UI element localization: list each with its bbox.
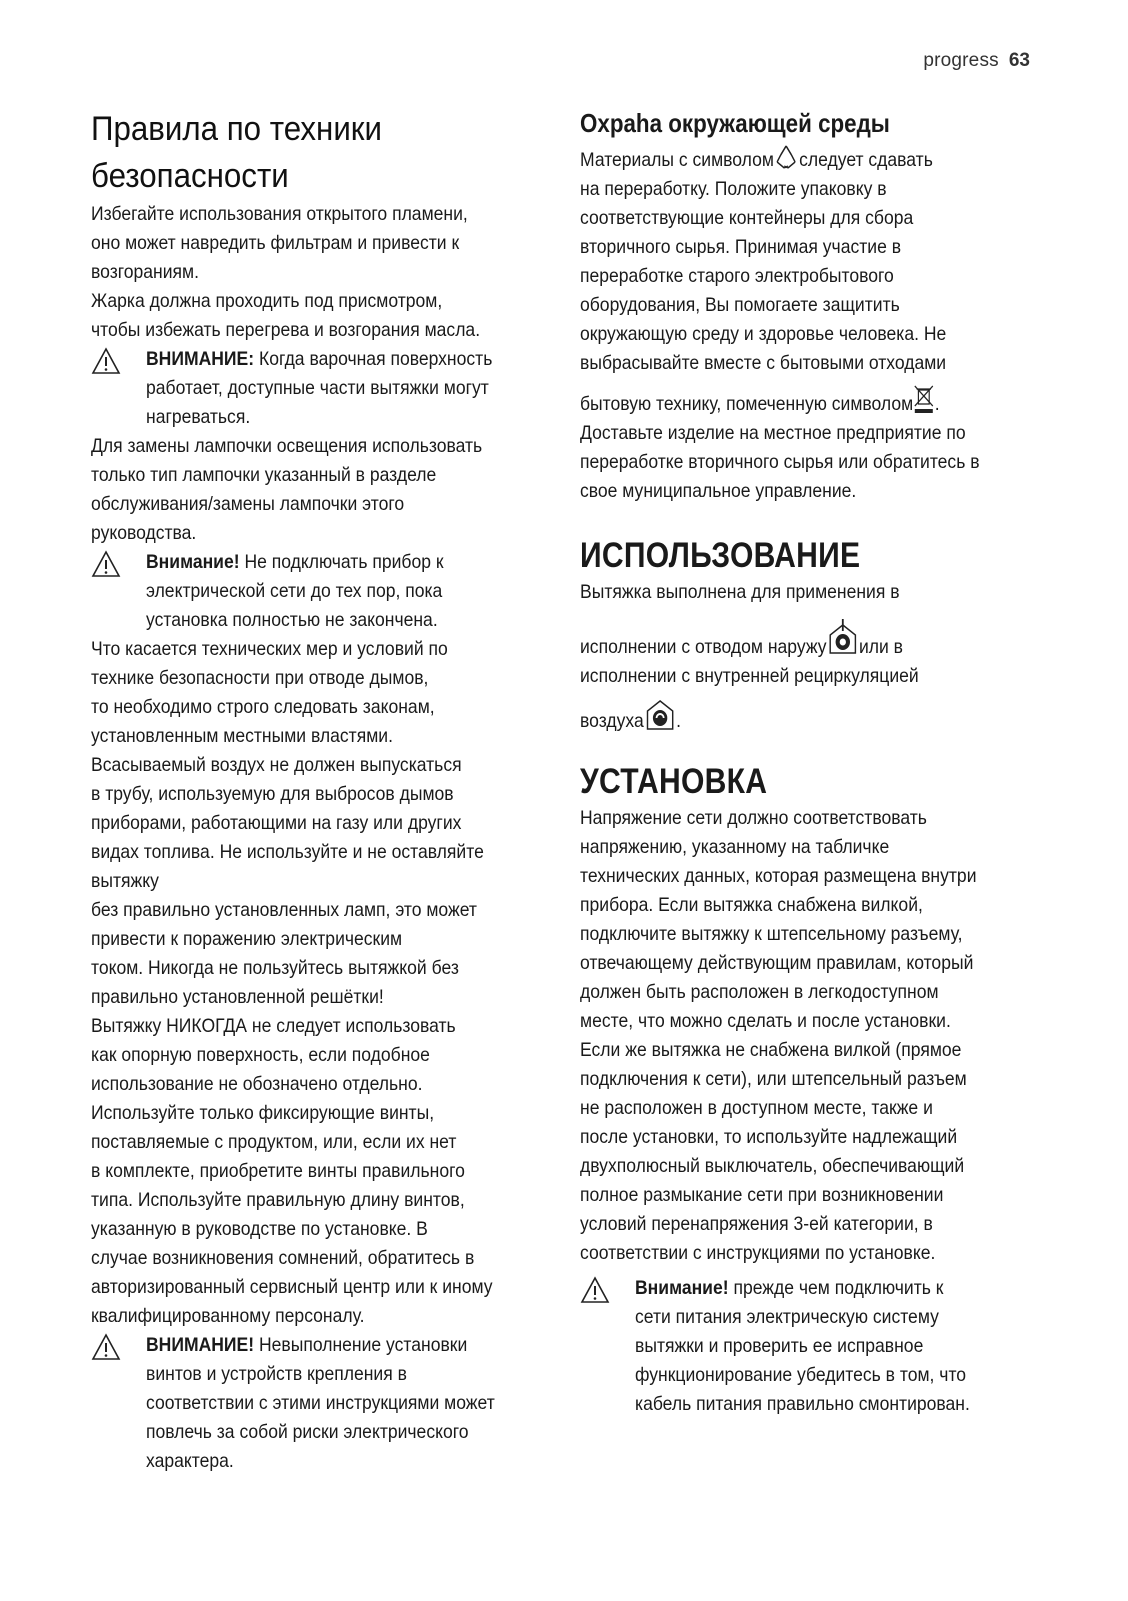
warning-triangle-icon <box>91 550 121 578</box>
text-line: правильно установленной решётки! <box>91 986 384 1008</box>
text-line: Доставьте изделие на местное предприятие по <box>580 422 966 444</box>
warning-line: Внимание! прежде чем подключить к <box>635 1277 944 1299</box>
text-line: типа. Используйте правильную длину винтов, <box>91 1189 465 1211</box>
warning-line: электрической сети до тех пор, пока <box>146 580 443 602</box>
warning-line: винтов и устройств крепления в <box>146 1363 407 1385</box>
warning-line: соответствии с этими инструкциями может <box>146 1392 495 1414</box>
text-line: напряжению, указанному на табличке <box>580 836 890 858</box>
crossed-bin-icon <box>913 384 935 414</box>
text-line: током. Никогда не пользуйтесь вытяжкой без <box>91 957 459 979</box>
text-line: технике безопасности при отводе дымов, <box>91 667 429 689</box>
text-line: видах топлива. Не используйте и не оставляйте <box>91 841 484 863</box>
warning-line: сети питания электрическую систему <box>635 1306 939 1328</box>
text-line: Вытяжку НИКОГДА не следует использовать <box>91 1015 456 1037</box>
text-line: в трубу, используемую для выбросов дымов <box>91 783 454 805</box>
warning-line: вытяжки и проверить ее исправное <box>635 1335 924 1357</box>
warning-text-4 <box>635 1274 1040 1419</box>
text-line: не расположен в доступном месте, также и <box>580 1097 933 1119</box>
text-line: Напряжение сети должно соответствовать <box>580 807 927 829</box>
usage-line: исполнении с внутренней рециркуляцией <box>580 665 919 687</box>
exhaust-mode-icon <box>827 617 859 657</box>
usage-line: исполнении с отводом наружу или в <box>580 617 1040 662</box>
warning-label: ВНИМАНИЕ: <box>146 348 255 370</box>
warning-line: нагреваться. <box>146 406 251 428</box>
text-line: авторизированный сервисный центр или к иному <box>91 1276 493 1298</box>
warning-line: ВНИМАНИЕ! Невыполнение установки <box>146 1334 468 1356</box>
warning-label: ВНИМАНИЕ! <box>146 1334 255 1356</box>
warning-line: работает, доступные части вытяжки могут <box>146 377 489 399</box>
text-line: без правильно установленных ламп, это может <box>91 899 477 921</box>
text-line: на переработку. Положите упаковку в <box>580 178 887 200</box>
text-line: случае возникновения сомнений, обратитесь в <box>91 1247 475 1269</box>
text-line: приборами, работающими на газу или других <box>91 812 462 834</box>
text-line: чтобы избежать перегрева и возгорания масла. <box>91 319 481 341</box>
text-line: прибора. Если вытяжка снабжена вилкой, <box>580 894 923 916</box>
warning-block-1 <box>91 345 551 432</box>
text-line: переработке вторичного сырья или обратитесь в <box>580 451 980 473</box>
warning-line: Внимание! Не подключать прибор к <box>146 551 444 573</box>
text-line: использование не обозначено отдельно. <box>91 1073 423 1095</box>
text-line: только тип лампочки указанный в разделе <box>91 464 437 486</box>
safety-paragraph-2 <box>91 287 551 345</box>
recycle-icon <box>774 144 799 170</box>
text-line: свое муниципальное управление. <box>580 480 857 502</box>
text-line: привести к поражению электрическим <box>91 928 403 950</box>
installation-title: УСТАНОВКА <box>580 762 768 801</box>
warning-triangle-icon <box>91 347 121 375</box>
safety-title: Правила по техники безопасности <box>91 110 382 195</box>
warning-text-1 <box>146 345 551 432</box>
safety-paragraph-1 <box>91 200 551 287</box>
environment-line: бытовую технику, помеченную символом . <box>580 384 1040 419</box>
text-line: вторичного сырья. Принимая участие в <box>580 236 902 258</box>
warning-block-2 <box>91 548 551 635</box>
warning-triangle-icon <box>91 1333 121 1361</box>
text-line: отвечающему действующим правилам, который <box>580 952 974 974</box>
warning-label: Внимание! <box>146 551 240 573</box>
right-column <box>580 106 1040 1419</box>
warning-line: ВНИМАНИЕ: Когда варочная поверхность <box>146 348 493 370</box>
environment-tail <box>580 419 1040 506</box>
recirculation-mode-icon <box>644 697 676 731</box>
text-line: соответствии с инструкциями по установке. <box>580 1242 936 1264</box>
text-line: указанную в руководстве по установке. В <box>91 1218 428 1240</box>
text-line: переработке старого электробытового <box>580 265 894 287</box>
brand-label: progress <box>923 50 999 71</box>
text-line: обслуживания/замены лампочки этого <box>91 493 405 515</box>
warning-line: кабель питания правильно смонтирован. <box>635 1393 970 1415</box>
text-line: окружающую среду и здоровье человека. Не <box>580 323 947 345</box>
usage-title: ИСПОЛЬЗОВАНИЕ <box>580 536 861 575</box>
warning-label: Внимание! <box>635 1277 729 1299</box>
warning-text-3 <box>146 1331 551 1476</box>
text-line: возгораниям. <box>91 261 199 283</box>
text-line: Используйте только фиксирующие винты, <box>91 1102 435 1124</box>
text-line: оборудования, Вы помогаете защитить <box>580 294 900 316</box>
text-line: подключите вытяжку к штепсельному разъему, <box>580 923 963 945</box>
text-line: условий перенапряжения 3-ей категории, в <box>580 1213 933 1235</box>
text-line: Что касается технических мер и условий по <box>91 638 448 660</box>
environment-line: Материалы с символом следует сдавать <box>580 144 1040 175</box>
usage-line: Вытяжка выполнена для применения в <box>580 581 900 603</box>
text-line: как опорную поверхность, если подобное <box>91 1044 430 1066</box>
text-line: поставляемые с продуктом, или, если их нет <box>91 1131 457 1153</box>
text-line: месте, что можно сделать и после установки. <box>580 1010 951 1032</box>
page-number: 63 <box>1008 50 1030 71</box>
warning-line: функционирование убедитесь в том, что <box>635 1364 967 1386</box>
text-line: полное размыкание сети при возникновении <box>580 1184 944 1206</box>
text-line: то необходимо строго следовать законам, <box>91 696 435 718</box>
installation-paragraph <box>580 804 1040 1268</box>
text-line: технических данных, которая размещена внутри <box>580 865 977 887</box>
text-line: Избегайте использования открытого пламени, <box>91 203 468 225</box>
warning-line: повлечь за собой риски электрического <box>146 1421 469 1443</box>
environment-paragraph <box>580 175 1040 378</box>
safety-paragraph-4 <box>91 635 551 1331</box>
text-line: оно может навредить фильтрам и привести к <box>91 232 460 254</box>
text-line: Для замены лампочки освещения использовать <box>91 435 483 457</box>
text-line: двухполюсный выключатель, обеспечивающий <box>580 1155 965 1177</box>
warning-line: установка полностью не закончена. <box>146 609 438 631</box>
warning-text-2 <box>146 548 551 635</box>
text-line: Всасываемый воздух не должен выпускаться <box>91 754 462 776</box>
left-column <box>91 106 551 1476</box>
text-line: квалифицированному персоналу. <box>91 1305 365 1327</box>
warning-block-3 <box>91 1331 551 1476</box>
text-line: руководства. <box>91 522 197 544</box>
text-line: установленным местными властями. <box>91 725 393 747</box>
text-line: соответствующие контейнеры для сбора <box>580 207 914 229</box>
text-line: в комплекте, приобретите винты правильного <box>91 1160 465 1182</box>
warning-line: характера. <box>146 1450 234 1472</box>
page-header <box>923 50 1030 72</box>
text-line: Если же вытяжка не снабжена вилкой (прямое <box>580 1039 962 1061</box>
warning-triangle-icon <box>580 1276 610 1304</box>
text-line: выбрасывайте вместе с бытовыми отходами <box>580 352 947 374</box>
environment-title: Охраhа окружающей среды <box>580 108 890 138</box>
text-line: вытяжку <box>91 870 159 892</box>
text-line: Жарка должна проходить под присмотром, <box>91 290 443 312</box>
text-line: должен быть расположен в легкодоступном <box>580 981 939 1003</box>
usage-line: воздуха . <box>580 697 1040 736</box>
warning-block-4 <box>580 1274 1040 1419</box>
text-line: после установки, то используйте надлежащий <box>580 1126 958 1148</box>
safety-paragraph-3 <box>91 432 551 548</box>
text-line: подключения к сети), или штепсельный разъем <box>580 1068 967 1090</box>
